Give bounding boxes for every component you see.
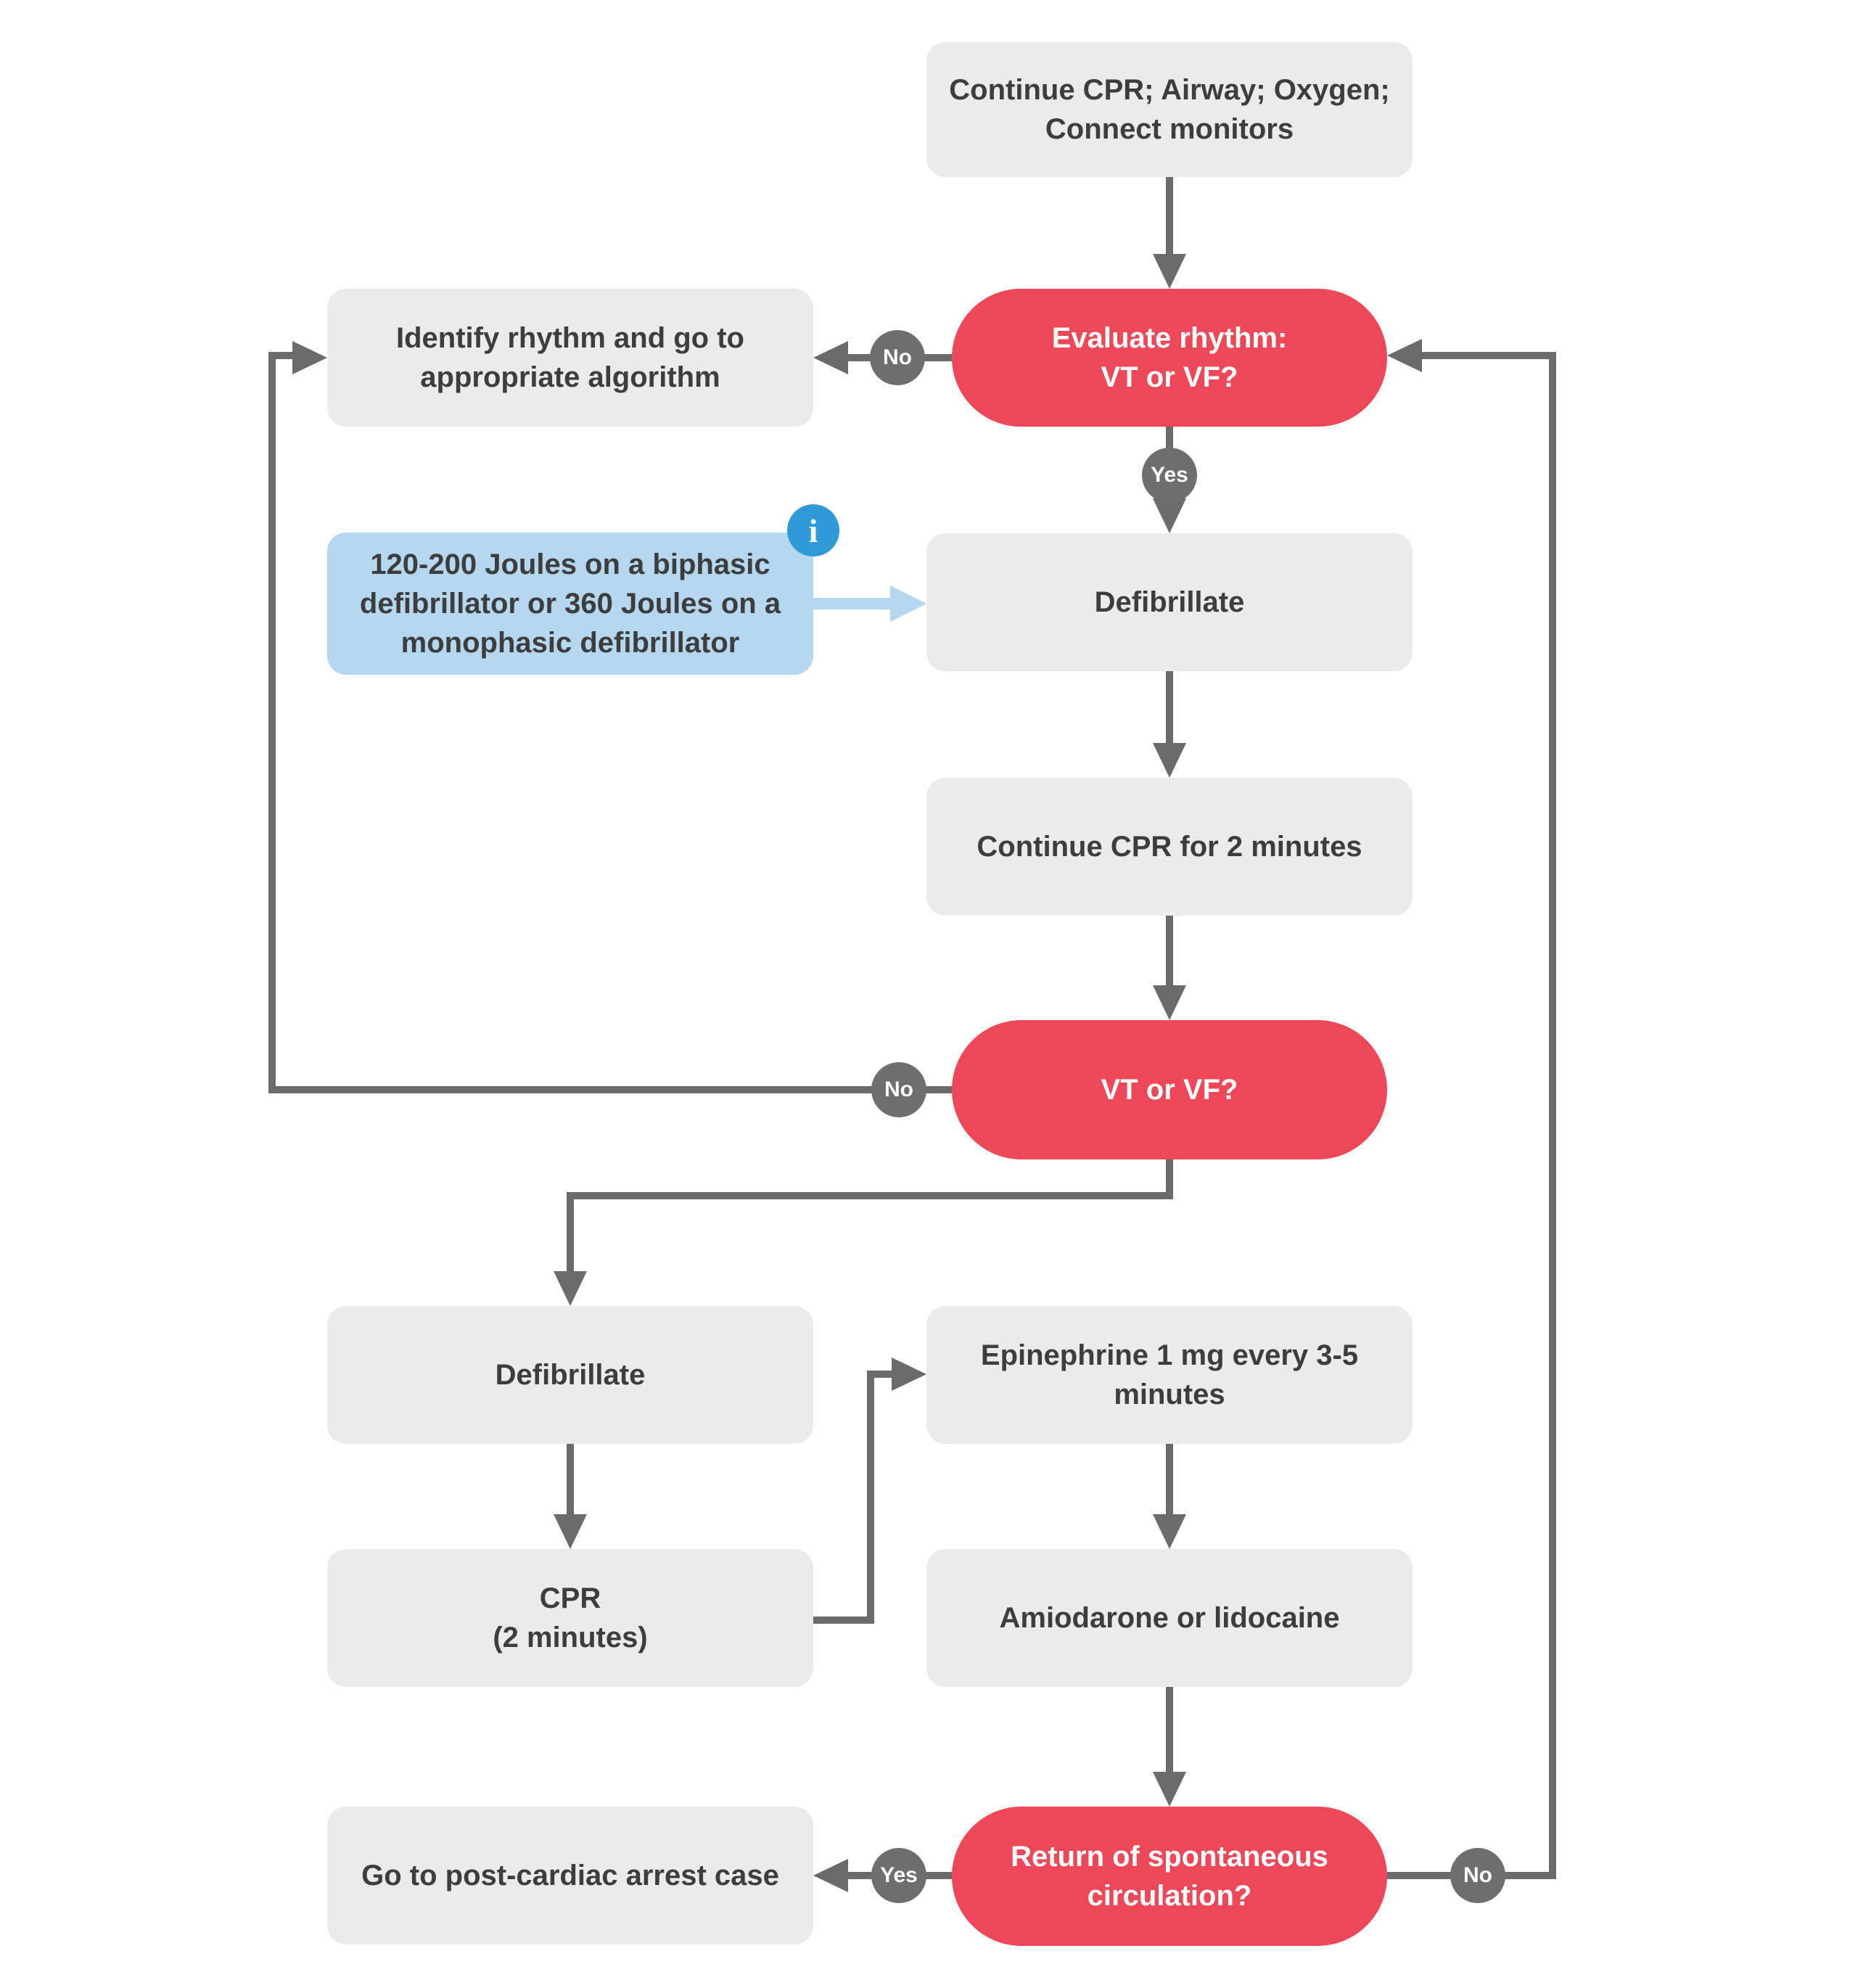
node-text-line: (2 minutes): [493, 1622, 648, 1654]
arrowhead-down: [1153, 254, 1186, 289]
arrowhead-right: [292, 341, 327, 374]
arrowhead-down: [554, 1271, 587, 1306]
arrowhead-down: [1153, 498, 1186, 533]
connector-note-to-defibrillate: [813, 598, 897, 609]
node-defibrillate-1: [926, 533, 1413, 671]
node-text-line: Defibrillate: [495, 1359, 646, 1391]
node-text-line: Epinephrine 1 mg every 3-5: [980, 1339, 1359, 1371]
connector-vtvf-elbow-down: [567, 1192, 574, 1276]
badge-yes-evaluate: [1142, 448, 1197, 503]
node-rosc: [952, 1807, 1387, 1946]
node-text-line: Identify rhythm and go to: [396, 322, 744, 354]
arrowhead-right: [892, 1357, 926, 1391]
node-identify-rhythm: [327, 289, 813, 427]
arrowhead-down: [1153, 1514, 1186, 1549]
node-text-line: Amiodarone or lidocaine: [999, 1602, 1340, 1634]
node-text-line: defibrillator or 360 Joules on a: [359, 588, 781, 620]
node-vt-or-vf: [952, 1020, 1387, 1159]
info-icon[interactable]: [787, 504, 839, 556]
connector-right-loop-top: [1418, 352, 1556, 359]
arrowhead-down: [1153, 1772, 1186, 1807]
badge-no-rosc: [1450, 1848, 1505, 1903]
connector-right-loop-vertical: [1549, 352, 1556, 1876]
node-joules-note: [327, 533, 813, 675]
node-defibrillate-2: [327, 1306, 813, 1444]
node-text-line: Return of spontaneous: [1011, 1841, 1328, 1873]
connector-cpr2-up: [867, 1371, 874, 1624]
arrowhead-left: [813, 1859, 848, 1892]
arrowhead-down: [554, 1514, 587, 1549]
node-text-line: 120-200 Joules on a biphasic: [370, 549, 770, 580]
node-post-cardiac-arrest: [327, 1807, 813, 1944]
badge-yes-rosc: [871, 1848, 926, 1903]
node-text-line: Continue CPR for 2 minutes: [977, 831, 1362, 863]
node-amiodarone: [926, 1549, 1413, 1687]
arrowhead-down: [1153, 985, 1186, 1020]
connector-start-to-evaluate: [1166, 176, 1173, 258]
connector-vtvf-elbow-horizontal: [567, 1192, 1173, 1199]
node-text-line: Evaluate rhythm:: [1051, 322, 1288, 354]
connector-defibrillate2-to-cpr2: [567, 1444, 574, 1518]
node-text-line: Defibrillate: [1094, 586, 1245, 618]
node-text-line: Go to post-cardiac arrest case: [361, 1860, 779, 1892]
arrowhead-left: [1387, 339, 1422, 372]
node-text-line: VT or VF?: [1101, 361, 1238, 393]
node-text-line: Continue CPR; Airway; Oxygen;: [949, 74, 1390, 106]
badge-label: Yes: [1151, 463, 1188, 487]
info-icon-glyph: i: [808, 512, 818, 549]
connector-left-loop-vertical: [268, 352, 276, 1093]
badge-no-evaluate: [870, 330, 925, 385]
connector-epinephrine-to-amiodarone: [1166, 1444, 1173, 1518]
node-text-line: circulation?: [1087, 1880, 1252, 1912]
node-cpr-2min: [327, 1549, 813, 1687]
node-evaluate-rhythm: [952, 289, 1387, 427]
arrowhead-down: [1153, 743, 1186, 778]
badge-label: No: [1463, 1863, 1492, 1887]
connector-cpr2-right: [813, 1617, 874, 1624]
connector-vtvf-no-horizontal: [272, 1086, 952, 1093]
node-text-line: monophasic defibrillator: [400, 627, 740, 659]
connector-amiodarone-to-rosc: [1166, 1687, 1173, 1775]
arrowhead-right-blue: [890, 586, 926, 622]
arrowhead-left: [813, 341, 848, 374]
node-text-line: CPR: [539, 1582, 601, 1614]
node-epinephrine: [926, 1306, 1413, 1444]
node-start: [926, 42, 1413, 177]
node-text-line: appropriate algorithm: [420, 361, 720, 393]
connector-defibrillate-to-cpr: [1166, 671, 1173, 745]
badge-label: No: [883, 345, 912, 369]
badge-label: No: [884, 1077, 913, 1101]
connector-cpr-to-vtvf: [1166, 916, 1173, 988]
badge-no-vtvf: [871, 1062, 926, 1117]
node-text-line: VT or VF?: [1101, 1074, 1238, 1106]
node-text-line: Connect monitors: [1045, 113, 1294, 145]
node-text-line: minutes: [1114, 1379, 1225, 1410]
node-continue-cpr-2min: [926, 778, 1413, 916]
badge-label: Yes: [880, 1863, 918, 1887]
